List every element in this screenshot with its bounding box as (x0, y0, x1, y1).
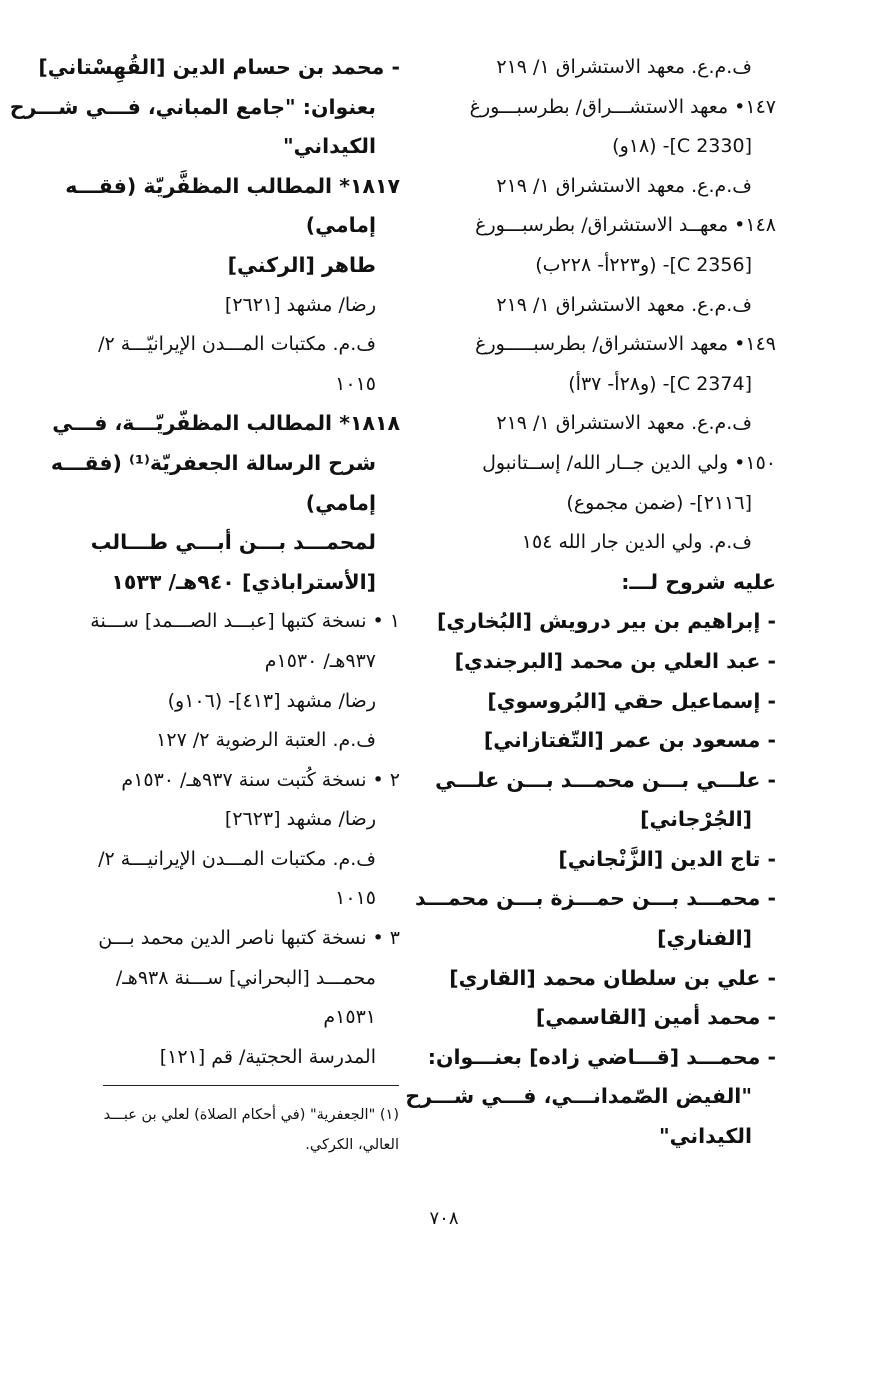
text-line: - محمـــد بـــن حمـــزة بـــن محمـــد (414, 886, 776, 911)
text-line: [C 2356]- (و٢٢٣أ- ٢٢٨ب) (535, 253, 752, 276)
text-line: رضا/ مشهد [٢٦٢١] (224, 293, 376, 316)
text-line: [٢١١٦]- (ضمن مجموع) (566, 491, 752, 514)
text-line: لمحمـــد بـــن أبـــي طـــالب (90, 530, 376, 555)
text-line: [الفناري] (657, 926, 752, 951)
text-line: - إسماعيل حقي [البُروسوي] (487, 688, 776, 713)
text-line: ف.م. العتبة الرضوية ٢/ ١٢٧ (156, 729, 376, 752)
text-line: الكيداني" (282, 134, 376, 159)
text-line: رضا/ مشهد [٤١٣]- (١٠٦و) (167, 689, 376, 712)
text-line: - محمـــد [قـــاضي زاده] بعنـــوان: (427, 1044, 776, 1069)
text-line: "الفيض الصّمدانـــي، فـــي شـــرح (405, 1084, 752, 1109)
text-line: - إبراهيم بن بير درويش [البُخاري] (437, 609, 776, 634)
text-line: [C 2330]- (١٨و) (612, 135, 752, 158)
footnote (103, 1100, 399, 1160)
text-line: - مسعود بن عمر [التّفتازاني] (483, 728, 776, 753)
text-line: ف.م.ع. معهد الاستشراق ١/ ٢١٩ (496, 56, 752, 78)
left-column (9, 48, 400, 1077)
text-line: الكيداني" (658, 1124, 752, 1149)
text-line: إمامي) (305, 213, 376, 238)
text-line: طاهر [الركني] (227, 252, 376, 277)
text-line: [C 2374]- (و٢٨أ- ٣٧أ) (568, 372, 752, 395)
text-line: ١٤٧• معهد الاستشـــراق/ بطرسبـــورغ (469, 95, 776, 118)
text-line: ف.م.ع. معهد الاستشراق ١/ ٢١٩ (496, 174, 752, 197)
text-line: محمـــد [البحراني] ســـنة ٩٣٨هـ/ (115, 966, 376, 989)
text-line: ١٥٣١م (323, 1006, 376, 1029)
text-line: ١ • نسخة كتبها [عبـــد الصـــمد] ســـنة (90, 610, 400, 633)
text-line: ١٥٠• ولي الدين جــار الله/ إســتانبول (482, 451, 776, 474)
footnote-line-2: العالي، الكركي. (305, 1137, 399, 1153)
text-line: - عبد العلي بن محمد [البرجندي] (454, 648, 776, 673)
text-line: ١٠١٥ (335, 887, 376, 910)
text-line: - علـــي بـــن محمـــد بـــن علـــي (435, 767, 776, 792)
text-line: ١٨١٨* المطالب المظفّريّـــة، فـــي (52, 411, 400, 436)
text-line: ١٤٩• معهد الاستشراق/ بطرسبـــــورغ (475, 333, 776, 356)
text-line: رضا/ مشهد [٢٦٢٣] (224, 808, 376, 831)
text-line: ف.م. مكتبات المـــدن الإيرانيـــة ٢/ (98, 847, 376, 870)
text-line: ١٨١٧* المطالب المظفَّريّة (فقـــه (65, 173, 400, 198)
text-line: ف.م.ع. معهد الاستشراق ١/ ٢١٩ (496, 293, 752, 316)
footnote-line-1: (١) "الجعفرية" (في أحكام الصلاة) لعلي بن عبـــد (103, 1107, 399, 1123)
text-line: - علي بن سلطان محمد [القاري] (449, 965, 776, 990)
text-line: - محمد بن حسام الدين [القُهِسْتاني] (38, 55, 400, 79)
text-line: [الأستراباذي] ٩٤٠هـ/ ١٥٣٣ (111, 569, 376, 594)
text-line: المدرسة الحجتية/ قم [١٢١] (159, 1045, 376, 1068)
page-number: ٧٠٨ (429, 1208, 459, 1229)
footnote-divider (103, 1085, 399, 1086)
text-line: شرح الرسالة الجعفريّة⁽¹⁾ (فقـــه (50, 450, 376, 475)
text-line: ٢ • نسخة كُتبت سنة ٩٣٧هـ/ ١٥٣٠م (121, 768, 400, 791)
text-line: ١٠١٥ (335, 372, 376, 395)
right-column (405, 48, 776, 1157)
text-line: [الجُرْجاني] (640, 807, 752, 832)
text-line: - محمد أمين [القاسمي] (535, 1005, 776, 1030)
text-line: ف.م.ع. معهد الاستشراق ١/ ٢١٩ (496, 412, 752, 435)
text-line: إمامي) (305, 490, 376, 515)
text-line: بعنوان: "جامع المباني، فـــي شـــرح (9, 94, 376, 119)
text-line: عليه شروح لـــ: (621, 569, 776, 594)
text-line: ٣ • نسخة كتبها ناصر الدين محمد بـــن (98, 927, 400, 950)
text-line: ١٤٨• معهــد الاستشراق/ بطرسبـــورغ (475, 214, 776, 237)
text-line: ف.م. مكتبات المـــدن الإيرانيّـــة ٢/ (98, 333, 376, 356)
text-line: ٩٣٧هـ/ ١٥٣٠م (264, 649, 376, 672)
text-line: ف.م. ولي الدين جار الله ١٥٤ (521, 531, 752, 554)
text-line: - تاج الدين [الزَّنْجاني] (558, 846, 776, 871)
